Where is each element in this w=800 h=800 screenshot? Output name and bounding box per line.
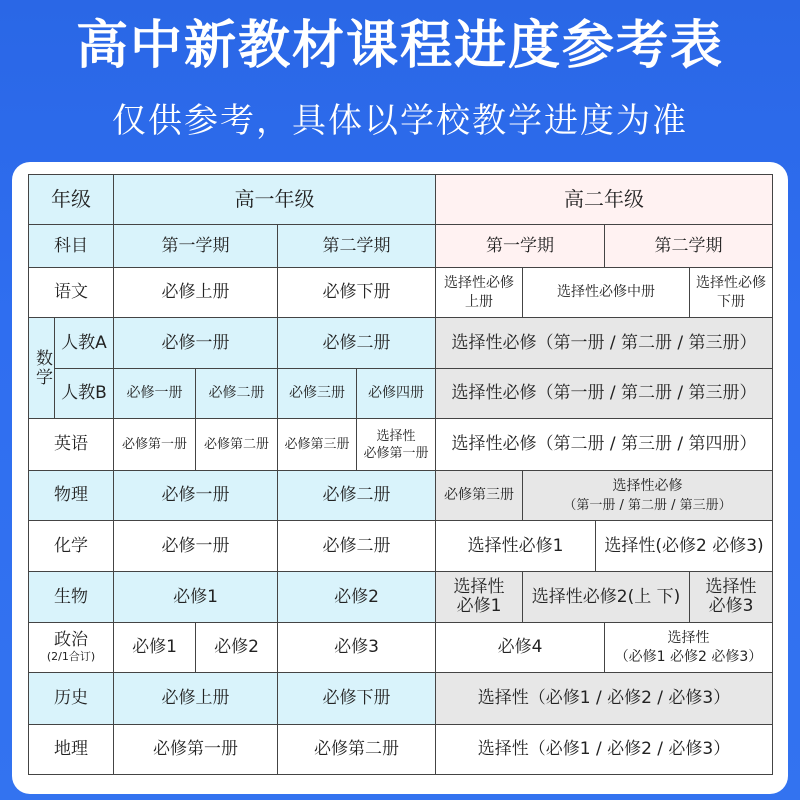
header-subject-label: 科目 (28, 224, 114, 268)
lishi-g1-sem1: 必修上册 (113, 672, 278, 725)
shuxue-b-c4: 必修四册 (356, 368, 436, 419)
dili-g2: 选择性（必修1 / 必修2 / 必修3） (435, 724, 773, 775)
yuwen-g1-sem2: 必修下册 (277, 267, 436, 318)
zhengzhi-c2: 必修2 (195, 622, 278, 673)
yuwen-g2-a: 选择性必修上册 (435, 267, 523, 318)
yingyu-c2: 必修第二册 (195, 418, 278, 471)
subject-dili: 地理 (28, 724, 114, 775)
header-g2-sem1: 第一学期 (435, 224, 605, 268)
subject-lishi: 历史 (28, 672, 114, 725)
subject-wuli: 物理 (28, 470, 114, 521)
header-grade-1: 高一年级 (113, 174, 436, 225)
yingyu-c3: 必修第三册 (277, 418, 357, 471)
shuxue-a-g1-sem2: 必修二册 (277, 317, 436, 369)
zhengzhi-c5-line1: 选择性 (667, 629, 710, 646)
shengwu-g2-c (689, 571, 773, 623)
shengwu-g2-a-line1: 选择性 (453, 577, 505, 597)
wuli-g2-b-line2: （第一册 / 第二册 / 第三册） (563, 497, 732, 513)
dili-g1-sem1: 必修第一册 (113, 724, 278, 775)
page-title: 高中新教材课程进度参考表 (75, 16, 724, 76)
zhengzhi-c4: 必修4 (435, 622, 605, 673)
shengwu-g2-c-line1: 选择性 (705, 577, 757, 597)
shuxue-b-c2: 必修二册 (195, 368, 278, 419)
zhengzhi-note: (2/1合订) (46, 650, 96, 663)
yingyu-g2: 选择性必修（第二册 / 第三册 / 第四册） (435, 418, 773, 471)
zhengzhi-c5 (604, 622, 773, 673)
zhengzhi-label: 政治 (54, 630, 88, 650)
wuli-g2-b-line1: 选择性必修 (612, 477, 683, 494)
yuwen-g2-b: 选择性必修中册 (522, 267, 690, 318)
page-subtitle: 仅供参考，具体以学校教学进度为准 (112, 101, 688, 141)
yingyu-c4-line1: 选择性 (376, 428, 416, 444)
subject-shengwu: 生物 (28, 571, 114, 623)
yingyu-c1: 必修第一册 (113, 418, 196, 471)
shuxue-a-label: 人教A (54, 317, 114, 369)
shengwu-g1-sem2: 必修2 (277, 571, 436, 623)
header-g1-sem2: 第二学期 (277, 224, 436, 268)
subject-shuxue: 数学 (28, 317, 55, 419)
yuwen-g1-sem1: 必修上册 (113, 267, 278, 318)
header-grade-label: 年级 (28, 174, 114, 225)
shuxue-b-label: 人教B (54, 368, 114, 419)
lishi-g2: 选择性（必修1 / 必修2 / 必修3） (435, 672, 773, 725)
shuxue-b-g2: 选择性必修（第一册 / 第二册 / 第三册） (435, 368, 773, 419)
yingyu-c4-line2: 必修第一册 (363, 445, 429, 461)
header-g2-sem2: 第二学期 (604, 224, 773, 268)
wuli-g2-a: 必修第三册 (435, 470, 523, 521)
zhengzhi-c5-line2: （必修1 必修2 必修3） (614, 648, 763, 665)
shengwu-g2-a (435, 571, 523, 623)
huaxue-g1-sem2: 必修二册 (277, 520, 436, 572)
shengwu-g2-a-line2: 必修1 (456, 596, 502, 616)
wuli-g2-b (522, 470, 773, 521)
shuxue-a-g1-sem1: 必修一册 (113, 317, 278, 369)
shuxue-b-c3: 必修三册 (277, 368, 357, 419)
shengwu-g1-sem1: 必修1 (113, 571, 278, 623)
header-g1-sem1: 第一学期 (113, 224, 278, 268)
shengwu-g2-c-line2: 必修3 (708, 596, 754, 616)
huaxue-g2-sem1: 选择性必修1 (435, 520, 596, 572)
shuxue-a-g2: 选择性必修（第一册 / 第二册 / 第三册） (435, 317, 773, 369)
header-grade-2: 高二年级 (435, 174, 773, 225)
zhengzhi-c1: 必修1 (113, 622, 196, 673)
yuwen-g2-c: 选择性必修下册 (689, 267, 773, 318)
wuli-g1-sem1: 必修一册 (113, 470, 278, 521)
subject-yingyu: 英语 (28, 418, 114, 471)
shuxue-b-c1: 必修一册 (113, 368, 196, 419)
subject-zhengzhi (28, 622, 114, 673)
huaxue-g2-sem2: 选择性(必修2 必修3) (595, 520, 773, 572)
dili-g1-sem2: 必修第二册 (277, 724, 436, 775)
lishi-g1-sem2: 必修下册 (277, 672, 436, 725)
subject-yuwen: 语文 (28, 267, 114, 318)
wuli-g1-sem2: 必修二册 (277, 470, 436, 521)
subject-huaxue: 化学 (28, 520, 114, 572)
zhengzhi-c3: 必修3 (277, 622, 436, 673)
yingyu-c4 (356, 418, 436, 471)
shengwu-g2-b: 选择性必修2(上 下) (522, 571, 690, 623)
huaxue-g1-sem1: 必修一册 (113, 520, 278, 572)
